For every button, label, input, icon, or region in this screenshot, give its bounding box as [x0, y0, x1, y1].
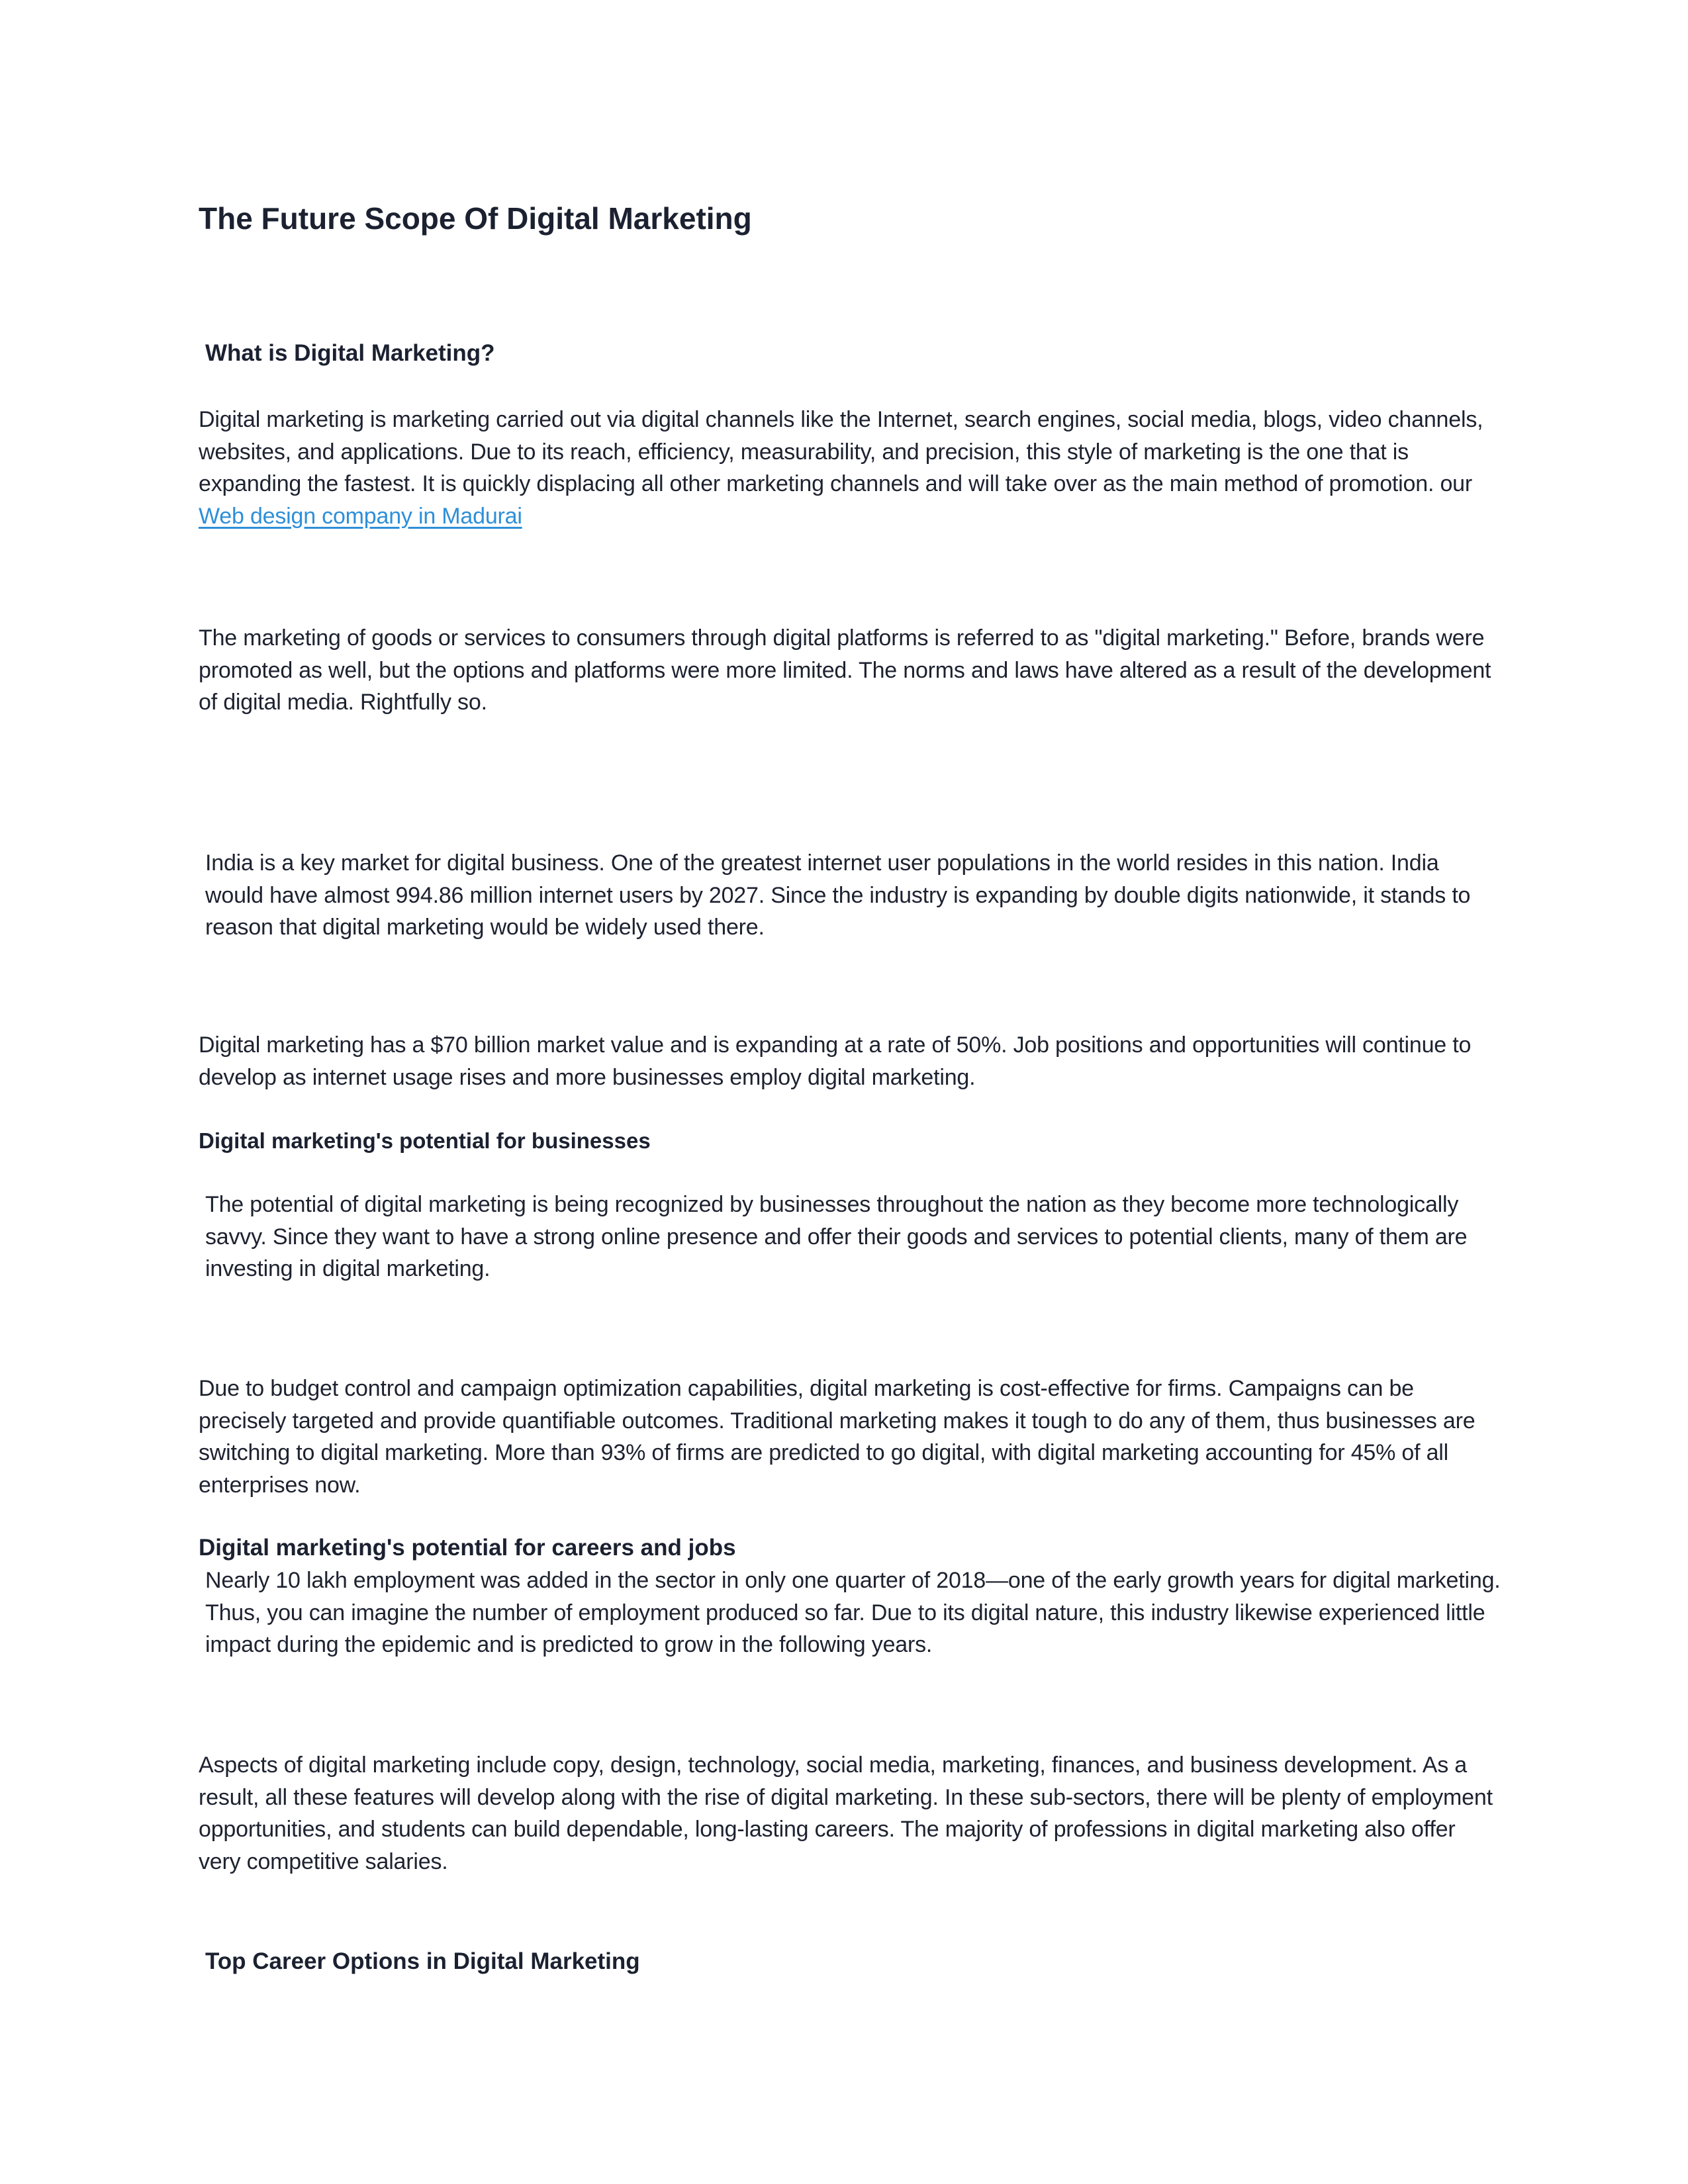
heading-what-is-digital-marketing: What is Digital Marketing?: [205, 340, 495, 366]
heading-potential-for-careers: Digital marketing's potential for careers and jobs: [199, 1535, 736, 1561]
web-design-company-link[interactable]: Web design company in Madurai: [199, 503, 522, 529]
heading-potential-for-businesses: Digital marketing's potential for businesses: [199, 1128, 651, 1153]
paragraph-india-market: India is a key market for digital business. One of the greatest internet user populations in the world resides in this nation. India would have almost 994.86 million internet users by 2027. Since the industry is expanding by double digits nationwide, it stands to reason that digital marketing would be widely used there.: [205, 850, 1471, 940]
heading-top-career-options: Top Career Options in Digital Marketing: [205, 1948, 640, 1974]
paragraph-cost-effective: Due to budget control and campaign optimization capabilities, digital marketing is cost-effective for firms. Campaigns can be precisely targeted and provide quantifiable outcomes. Traditional marketing makes it tough to do any of them, thus businesses are switching to digital marketing. More than 93% of firms are predicted to go digital, with digital marketing accounting for 45% of all enterprises now.: [199, 1376, 1476, 1498]
paragraph-aspects-of-digital-marketing: Aspects of digital marketing include copy, design, technology, social media, marketing, finances, and business development. As a result, all these features will develop along with the rise of digital marketing. In these sub-sectors, there will be plenty of employment opportunities, and students can build dependable, long-lasting careers. The majority of professions in digital marketing also offer very competitive salaries.: [199, 1752, 1493, 1874]
paragraph-definition-text: Digital marketing is marketing carried out via digital channels like the Internet, search engines, social media, blogs, video channels, websites, and applications. Due to its reach, efficiency, measurability, and precision, this style of marketing is the one that is expanding the fastest. It is quickly displacing all other marketing channels and will take over as the main method of promotion. our: [199, 407, 1483, 497]
paragraph-market-value: Digital marketing has a $70 billion market value and is expanding at a rate of 50%. Job positions and opportunities will continue to develop as internet usage rises and more businesses employ digital marketing.: [199, 1032, 1472, 1090]
paragraph-definition: [199, 404, 1496, 532]
paragraph-employment-growth: Nearly 10 lakh employment was added in the sector in only one quarter of 2018—one of the early growth years for digital marketing. Thus, you can imagine the number of employment produced so far. Due to its digital nature, this industry likewise experienced little impact during the epidemic and is predicted to grow in the following years.: [205, 1568, 1501, 1658]
paragraph-businesses-recognizing: The potential of digital marketing is being recognized by businesses throughout the nation as they become more technologically savvy. Since they want to have a strong online presence and offer their goods and services to potential clients, many of them are investing in digital marketing.: [205, 1192, 1468, 1282]
paragraph-marketing-of-goods: The marketing of goods or services to consumers through digital platforms is referred to as "digital marketing." Before, brands were promoted as well, but the options and platforms were more limited. The norms and laws have altered as a result of the development of digital media. Rightfully so.: [199, 625, 1491, 715]
page-title: The Future Scope Of Digital Marketing: [199, 201, 752, 236]
